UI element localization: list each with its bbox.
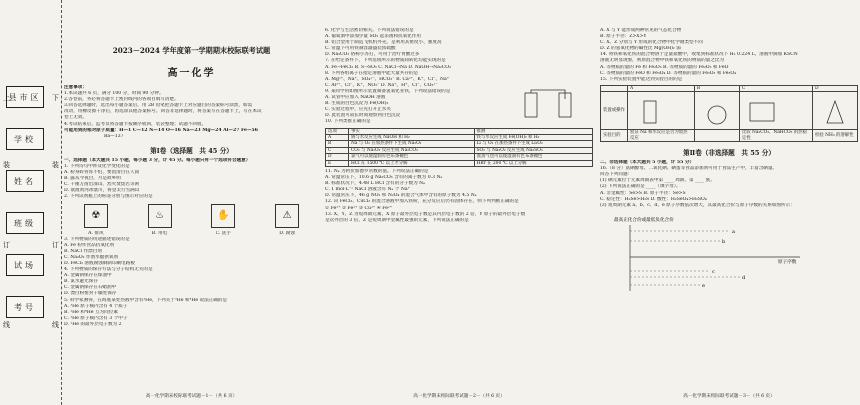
- table-cell: 事实: [348, 128, 474, 134]
- text-line: 11. Nₐ 为阿伏加德罗常数的值。下列说法正确的是: [325, 168, 429, 174]
- text-line: 是次外层的 3 倍，Z 是短周期中金属性最强的元素，下列说法正确的是: [325, 217, 469, 223]
- side-char-ding-2: 订: [3, 241, 10, 249]
- text-line: A. Fe→FeCl₂ B. S→SO₃ C. NaCl→Na D. NaOH→Na₂CO₃: [325, 64, 451, 70]
- question-1: 1. 下列诗句中涉及化学变化的是: [64, 163, 130, 169]
- option: D. ³He 的最外层电子数为 2: [64, 321, 122, 327]
- analogy-table: [325, 128, 593, 167]
- valence-graph: [610, 213, 810, 295]
- text-line: C. 1 mol·L⁻¹ NaCl 溶液含有 Nₐ 个 Na⁺: [325, 187, 411, 193]
- note-line: 1.本试题共 6 页，满分 100 分，时间 90 分钟。: [64, 91, 164, 97]
- text-line: (1) 硒元素位于元素周期表中第 ____ 周期、第 ____ 族。: [600, 178, 715, 184]
- heat-icon: ♨: [148, 204, 172, 228]
- page-footer-2: 高一化学期末校际联考试题－2－（共 6 页）: [413, 394, 505, 399]
- notes-title: 注意事项：: [64, 85, 87, 90]
- question-3: 3. 下列物质的用途描述错误的是: [64, 236, 130, 242]
- table-cell: B: [694, 85, 739, 91]
- option: C. 金属钠保存在石蜡油中: [64, 285, 117, 291]
- field-exam-no: 考号: [6, 296, 44, 318]
- side-char-xian: 线: [52, 321, 59, 329]
- note-line: 卷上无效。: [64, 115, 87, 121]
- text-line: D. Na₂CO₃ 俗称小苏打，可用于治疗胃酸过多: [325, 52, 420, 58]
- question-2: 2. 下列试剂瓶上的标签分别与图示对应的是: [64, 194, 153, 200]
- graph-point-label: c: [712, 268, 715, 275]
- table-cell: 铁与水反应生成 Fe(OH)₃ 和 H₂: [474, 134, 592, 140]
- table-cell: Na 与 O₂ 在加热条件下生成 Na₂O₂: [348, 141, 474, 147]
- text-line: A. Mg²⁺、Na⁺、SO₄²⁻、HCO₃⁻ B. Ca²⁺、K⁺、Cl⁻、Na⁺: [325, 76, 450, 82]
- table-cell: 检验 NH₃ 的溶解性: [812, 130, 857, 142]
- text-line: C. 稳定性：H₂Se>H₂S D. 酸性：H₂SeO₄>H₂SO₄: [600, 196, 707, 202]
- option: D. 欲渡黄河冰塞川，将登太行雪满山: [64, 188, 140, 194]
- text-line: 溶液无明显现象，则原混合物中铁和氧化铁的物质的量之比为: [600, 58, 725, 64]
- option: B. 氯水避光保存: [64, 279, 98, 285]
- section-1-title: 第Ⅰ卷（选择题 共 45 分）: [150, 146, 233, 155]
- page-3: [600, 0, 858, 405]
- atomic-mass-line-2: Ba—137: [104, 133, 124, 139]
- text-line: A. 等物质的量的 Fe 和 Fe₂O₃ B. 等物质的量的 Fe₂O₃ 和 FeO: [600, 64, 729, 70]
- page-footer-1: 高一化学期末校际联考试题－1－（共 6 页）: [145, 394, 238, 399]
- icon-label: B. 用电: [151, 230, 168, 236]
- option: A. 粉身碎骨浑不怕，要留清白在人间: [64, 170, 140, 176]
- graph-x-label: 原子序数: [778, 259, 797, 265]
- field-county: 县市区: [6, 86, 44, 108]
- text-line: 12. 向 FeCl₃、CuCl₂ 的混合溶液中加入铁粉，充分反应后仍有固体存在，则下列判断正确的是: [325, 199, 519, 205]
- option: D. 漂白粉密封干燥处保存: [64, 291, 117, 297]
- text-line: 10. 下列类推正确的是: [325, 119, 371, 125]
- table-cell: 推测: [474, 128, 592, 134]
- text-line: 14. 将铁和氧化铁的混合物溶于足量盐酸中，收集到标准状况下 H₂ 0.224 L，溶液中滴加 KSCN: [600, 52, 798, 58]
- text-line: D. 此装置可较长时间观察到白色沉淀: [325, 113, 401, 119]
- table-cell: Li 与 O₂ 在加热条件下生成 Li₂O₂: [474, 141, 592, 147]
- apparatus-b-cell: [694, 92, 739, 130]
- table-cell: 溴蒸气也可以使湿润有色布条褪色: [474, 154, 592, 160]
- text-line: 16.（8 分）富硒酵母、二氧化硒、硒蛋等食品添加剂可用于食品生产中，丰富含硒量。: [600, 166, 778, 172]
- text-line: C. 实验过程中，应先打开止水夹: [325, 107, 391, 113]
- icon-label: D. 腐蚀: [279, 230, 295, 236]
- table-cell: C: [739, 85, 812, 91]
- table-cell: 选项: [326, 128, 349, 134]
- apparatus-b-icon: [697, 93, 737, 127]
- text-line: C. 等物质的量的 FeO 和 Fe₃O₄ D. 等物质的量的 Fe₂O₃ 和 Fe₃O₄: [600, 70, 736, 76]
- table-cell: D: [326, 154, 349, 160]
- text-line: 6. 化学与生活密切相关。下列说法错误的是: [325, 28, 414, 33]
- text-line: D. Z 的氢氧化物的碱性比 Mg(OH)₂ 弱: [600, 46, 681, 52]
- text-line: (3) 短周期元素 a、b、c、d、e 原子序数依次增大，其最高化合价与原子序数的关系如图所示：: [600, 202, 795, 208]
- text-line: B. 生成的白色沉淀为 Fe(OH)₂: [325, 101, 389, 107]
- side-char-xian-2: 线: [3, 321, 10, 329]
- table-cell: B: [326, 141, 349, 147]
- table-cell: 装置或操作: [601, 92, 628, 130]
- q9-block: [325, 89, 593, 119]
- page-2: [325, 0, 593, 405]
- option: C. Na₂O₂ 作潜水艇供氧剂: [64, 254, 119, 260]
- option: B. NaCl 作漂白剂: [64, 248, 102, 254]
- binding-strip: [0, 0, 62, 405]
- atomic-mass-line: 可能用到的相对原子质量：H—1 C—12 N—14 O—16 Na—23 Mg—24 Al—27 Fe—56: [64, 127, 258, 133]
- option: A. Fe 粉作食品抗氧化剂: [64, 242, 115, 248]
- table-cell: HBr 在 200 ℃ 以上分解: [474, 160, 592, 166]
- exam-title: 2023－2024 学年度第一学期期末校际联考试题: [112, 46, 271, 55]
- option: D. FeCl₃ 溶液腐蚀铜制印刷电路板: [64, 260, 135, 266]
- table-cell: [694, 130, 739, 142]
- side-char-ding: 订: [52, 241, 59, 249]
- graph-point-label: b: [722, 238, 726, 245]
- text-line: A. X 与 Y 能形成两种常见的气态化合物: [600, 28, 682, 33]
- table-cell: D: [812, 85, 857, 91]
- table-cell: A: [326, 134, 349, 140]
- graph-title: 最高正化合价或最低负化合价: [614, 217, 674, 223]
- field-school: 学校: [6, 128, 44, 150]
- text-line: 15. 下列实验装置中能达到实验目的的是: [600, 76, 683, 82]
- text-line: B. 标准状况下，4.48 L HCl 含有的分子数为 Nₐ: [325, 181, 425, 187]
- warning-icon: ⚠: [275, 204, 299, 228]
- option: A. 金属钠保存在煤油中: [64, 273, 112, 279]
- table-cell: HCl 在 1500 ℃ 以上才分解: [348, 160, 474, 166]
- text-line: ① Fe³⁺ ② Fe²⁺ ③ Cu²⁺ ④ Fe²⁺: [325, 205, 393, 211]
- table-cell: 钠与水反应生成 NaOH 和 H₂: [348, 134, 474, 140]
- side-char-zhuang-2: 装: [3, 161, 10, 169]
- hazard-icons: [64, 204, 319, 228]
- question-5: 5. 科学家测得，在海底某处热液中含有³He，下列关于³He 和⁴He 说法正确的是: [64, 297, 228, 303]
- text-line: C. Al³⁺、Cl⁻、K⁺、NO₃⁻ D. Na⁺、H⁺、Cl⁻、CO₃²⁻: [325, 82, 438, 88]
- table-cell: A: [627, 85, 694, 91]
- text-line: (2) 下列说法正确的是 ____（填字母）。: [600, 184, 681, 190]
- text-line: 回答下列问题：: [600, 172, 633, 178]
- text-line: C. 常温下可用铁制容器盛装浓硫酸: [325, 46, 396, 52]
- field-class: 班级: [6, 212, 44, 234]
- page-footer-3: 高一化学期末校际联考试题－3－（共 6 页）: [683, 394, 775, 399]
- option: C. 千锤万凿出深山，烈火焚烧若等闲: [64, 182, 140, 188]
- field-name: 姓名: [6, 170, 44, 192]
- table-cell: SO₂ 与 Na₂O₂ 反应生成 Na₂SO₃: [474, 147, 592, 153]
- choice-intro: 一、选择题（本大题共 15 小题，每小题 3 分，计 45 分。每小题只有一个选项符合题意）: [64, 157, 251, 163]
- side-char-zhuang: 装: [52, 161, 59, 169]
- icon-label: C. 洗手: [215, 230, 231, 236]
- table-cell: 实验目的: [601, 130, 628, 142]
- text-line: 13. X、Y、Z 为短周期元素，X 原子最外层电子数是其内层电子数的 2 倍，Y 原子的最外层电子数: [325, 211, 526, 217]
- table-cell: C: [326, 147, 349, 153]
- apparatus-c-cell: [739, 92, 812, 130]
- field-room: 试场: [6, 254, 44, 276]
- page-1: [64, 0, 319, 405]
- text-line: A. 试管中应加入 NaOH 溶液: [325, 95, 386, 101]
- text-line: B. 原子半径：Z>X>Y: [600, 34, 647, 40]
- graph-point-label: e: [702, 282, 705, 289]
- option: B. ³He 和⁴He 互为同位素: [64, 309, 118, 315]
- note-line: 3.回答选择题时，选出每小题答案后，用 2B 铅笔把答题卡上对应题目的答案标号涂黑，如需: [64, 103, 253, 109]
- apparatus-figure: [515, 89, 585, 119]
- table-cell: CO₂ 与 Na₂O₂ 反应生成 Na₂CO₃: [348, 147, 474, 153]
- option: A. ³He 原子核内含有 4 个质子: [64, 303, 128, 309]
- text-line: A. 非金属性：Se>S B. 原子半径：Se>S: [600, 190, 686, 196]
- text-line: 7. 在给定条件下，下列选项所示的物质间转化均能实现的是: [325, 58, 446, 64]
- apparatus-a-cell: [627, 92, 694, 130]
- table-row: [326, 160, 593, 166]
- icon-label: A. 排风: [88, 230, 104, 236]
- table-cell: E: [326, 160, 349, 166]
- question-4: 4. 下列物质的保存方法与分子结构无关的是: [64, 267, 153, 273]
- text-line: A. 葡萄酒中添加少量 SO₂ 起杀菌和抗氧化作用: [325, 34, 422, 40]
- apparatus-d-cell: [812, 92, 857, 130]
- radiation-icon: ☢: [84, 204, 108, 228]
- text-line: D. 常温常压下，46 g NO₂ 和 N₂O₄ 的混合气体中含有的原子数为 4.5 Nₐ: [325, 193, 477, 199]
- text-line: C. X、Z 分别与 Y 形成的化合物中化学键类型不同: [600, 40, 703, 46]
- text-line: 8. 下列各组离子在指定溶液中能大量共存的是: [325, 70, 419, 76]
- graph-point-label: d: [742, 274, 746, 281]
- apparatus-d-icon: [815, 93, 855, 127]
- side-char-down: 下: [52, 94, 59, 102]
- text-line: B. 铝合金用于制造飞机机外壳，是利用其密度小、强度高: [325, 40, 442, 46]
- apparatus-c-icon: [742, 93, 782, 127]
- hand-icon: ✋: [211, 204, 235, 228]
- table-row: [601, 92, 858, 130]
- table-cell: 验证 Na 和水反应是否为放热反应: [627, 130, 694, 142]
- table-cell: 比较 Na₂CO₃、NaHCO₃ 的热稳定性: [739, 130, 812, 142]
- subject-title: 高一化学: [167, 68, 216, 79]
- apparatus-table: [600, 85, 858, 142]
- graph-point-label: a: [732, 228, 735, 235]
- option: B. 露从今夜白，月是故乡明: [64, 176, 121, 182]
- option: C. ³He 原子核内含有 3 个中子: [64, 315, 128, 321]
- q9-text: [325, 89, 515, 119]
- note-line: 2.答卷前，务必将答题卡上密封线内的各项目填写清楚。: [64, 97, 179, 103]
- text-line: A. 常温常压下，10.6 g Na₂CO₃ 含有的离子数为 0.3 Nₐ: [325, 175, 443, 181]
- side-char-up: 上: [3, 94, 10, 102]
- section-2-title: 第Ⅱ卷（非选择题 共 55 分）: [683, 149, 775, 158]
- table-cell: 氯气可以使湿润有色布条褪色: [348, 154, 474, 160]
- apparatus-a-icon: [630, 93, 670, 127]
- table-row: [601, 130, 858, 142]
- text-line: 9. 某同学用如图所示装置制备氢氧化亚铁，下列说法错误的是: [325, 88, 451, 94]
- non-choice-intro: 二、非选择题（本大题共 5 小题，计 55 分）: [600, 160, 695, 166]
- note-line: 4.考试结束后，监考员将答题卡按顺序收回，装袋整理；试题不回收。: [64, 121, 207, 127]
- note-line: 改动，用橡皮擦干净后，再选涂其他答案标号。回答非选择题时，将答案写在答题卡上，写在本试: [64, 109, 262, 115]
